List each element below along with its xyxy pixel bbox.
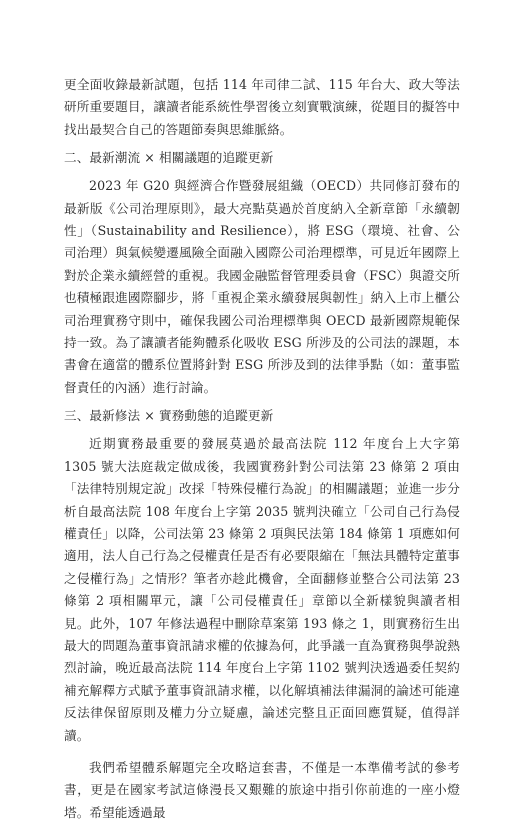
section-body-amendments: 近期實務最重要的發展莫過於最高法院 112 年度台上大字第 1305 號大法庭裁定做成後，我國實務針對公司法第 23 條第 2 項由「法律特別規定說」改採「特殊侵權行為說」的相關議題；並進一步分析自最高法院 108 年度台上字第 2035 號判決確立「公司自己行為侵權責任」以降，公司法第 23 條第 2 項與民法第 184 條第 1 項應如何適用，法人自己行為之侵權責任是否有必要限縮在「無法具體特定董事之侵權行為」之情形？筆者亦趁此機會，全面翻修並整合公司法第 23 條第 2 項相關單元，讓「公司侵權責任」章節以全新樣貌與讀者相見。此外，107 年修法過程中刪除草案第 193 條之 1，則實務衍生出最大的問題為董事資訊請求權的依據為何，此爭議一直為實務與學說熱烈討論，晚近最高法院 114 年度台上字第 1102 號判決透過委任契約補充解釋方式賦予董事資訊請求權，以化解填補法律漏洞的論述可能違反法律保留原則及權力分立疑慮，論述完整且正面回應質疑，值得詳讀。 xyxy=(64,436,460,743)
section-heading-trends: 二、最新潮流 × 相關議題的追蹤更新 xyxy=(64,150,274,166)
closing-paragraph: 我們希望體系解題完全攻略這套書，不僅是一本準備考試的參考書，更是在國家考試這條漫長又艱難的旅途中指引你前進的一座小燈塔。希望能透過最 xyxy=(64,759,460,820)
intro-paragraph: 更全面收錄最新試題，包括 114 年司律二試、115 年台大、政大等法研所重要題目，讓讀者能系統性學習後立刻實戰演練，從題目的擬答中找出最契合自己的答題節奏與思維脈絡。 xyxy=(64,77,460,137)
section-body-trends: 2023 年 G20 與經濟合作暨發展組織（OECD）共同修訂發布的最新版《公司治理原則》，最大亮點莫過於首度納入全新章節「永續韌性」（Sustainability and Resilience），將 ESG（環境、社會、公司治理）與氣候變遷風險全面融入國際公司治理標準，可見近年國際上對於企業永續經營的重視。我國金融監督管理委員會（FSC）與證交所也積極跟進國際腳步，將「重視企業永續發展與韌性」納入上市上櫃公司治理實務守則中，確保我國公司治理標準與 OECD 最新國際規範保持一致。為了讓讀者能夠體系化吸收 ESG 所涉及的公司法的課題，本書會在適當的體系位置將針對 ESG 所涉及到的法律爭點（如：董事監督責任的內涵）進行討論。 xyxy=(64,178,460,395)
paragraph-spacer xyxy=(64,747,460,757)
section-heading-amendments: 三、最新修法 × 實務動態的追蹤更新 xyxy=(64,408,274,424)
page-body xyxy=(64,74,460,824)
